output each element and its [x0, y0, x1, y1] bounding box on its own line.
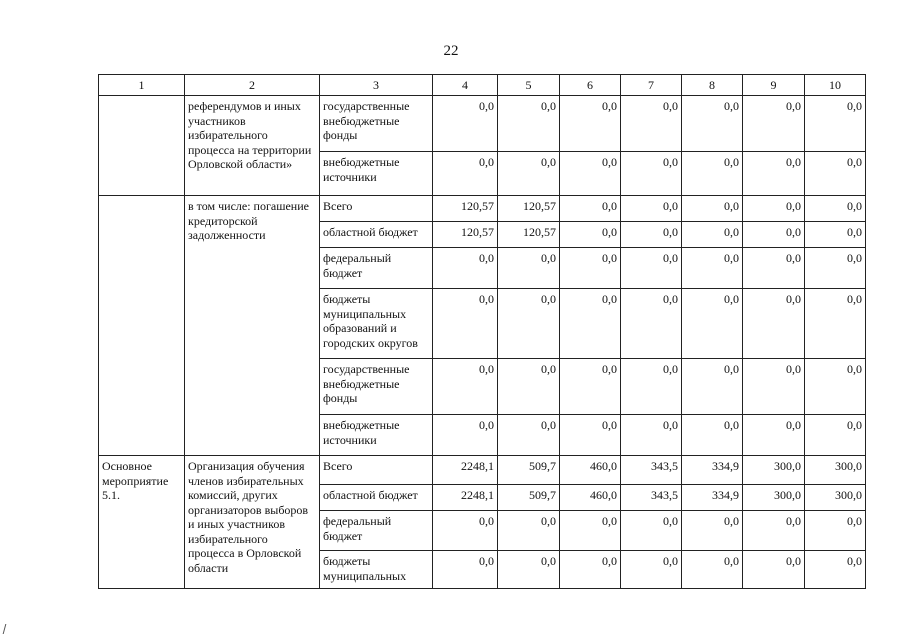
value-cell: 0,0: [560, 222, 621, 248]
value-cell: 0,0: [498, 248, 560, 289]
value-cell: 0,0: [433, 359, 498, 415]
funding-source-cell: областной бюджет: [320, 485, 433, 511]
value-cell: 0,0: [805, 196, 866, 222]
header-cell: 1: [99, 75, 185, 96]
value-cell: 334,9: [682, 485, 743, 511]
value-cell: 0,0: [498, 551, 560, 589]
header-cell: 8: [682, 75, 743, 96]
table-row: [99, 456, 866, 485]
value-cell: 120,57: [433, 196, 498, 222]
value-cell: 0,0: [621, 96, 682, 152]
value-cell: 0,0: [433, 96, 498, 152]
value-cell: 334,9: [682, 456, 743, 485]
funding-source-cell: бюджеты муниципальных образований и городских округов: [320, 289, 433, 359]
funding-source-cell: федеральный бюджет: [320, 511, 433, 551]
value-cell: 300,0: [743, 485, 805, 511]
funding-source-cell: внебюджетные источники: [320, 152, 433, 196]
value-cell: 0,0: [560, 196, 621, 222]
value-cell: 0,0: [498, 511, 560, 551]
header-cell: 4: [433, 75, 498, 96]
value-cell: 300,0: [805, 456, 866, 485]
value-cell: 0,0: [498, 359, 560, 415]
value-cell: 0,0: [805, 359, 866, 415]
activity-cell: [99, 196, 185, 456]
value-cell: 0,0: [621, 415, 682, 456]
value-cell: 0,0: [621, 222, 682, 248]
activity-cell: Основное мероприятие 5.1.: [99, 456, 185, 589]
value-cell: 0,0: [743, 415, 805, 456]
value-cell: 0,0: [621, 359, 682, 415]
value-cell: 300,0: [743, 456, 805, 485]
header-row: [99, 75, 866, 96]
value-cell: 0,0: [805, 152, 866, 196]
value-cell: 0,0: [433, 551, 498, 589]
value-cell: 2248,1: [433, 456, 498, 485]
scan-mark: [3, 624, 8, 634]
value-cell: 0,0: [682, 359, 743, 415]
value-cell: 0,0: [560, 359, 621, 415]
value-cell: 0,0: [682, 96, 743, 152]
header-cell: 7: [621, 75, 682, 96]
value-cell: 0,0: [805, 551, 866, 589]
table-body: [99, 96, 866, 589]
funding-source-cell: Всего: [320, 456, 433, 485]
header-cell: 3: [320, 75, 433, 96]
value-cell: 343,5: [621, 485, 682, 511]
value-cell: 120,57: [498, 222, 560, 248]
value-cell: 2248,1: [433, 485, 498, 511]
value-cell: 0,0: [682, 248, 743, 289]
table-row: [99, 196, 866, 222]
value-cell: 0,0: [621, 152, 682, 196]
funding-source-cell: государственные внебюджетные фонды: [320, 96, 433, 152]
value-cell: 343,5: [621, 456, 682, 485]
value-cell: 0,0: [560, 511, 621, 551]
value-cell: 509,7: [498, 485, 560, 511]
funding-source-cell: областной бюджет: [320, 222, 433, 248]
value-cell: 460,0: [560, 485, 621, 511]
value-cell: 0,0: [805, 96, 866, 152]
value-cell: 0,0: [498, 415, 560, 456]
value-cell: 0,0: [560, 415, 621, 456]
value-cell: 0,0: [805, 222, 866, 248]
value-cell: 0,0: [621, 289, 682, 359]
funding-source-cell: бюджеты муниципальных: [320, 551, 433, 589]
value-cell: 0,0: [621, 248, 682, 289]
value-cell: 0,0: [743, 511, 805, 551]
value-cell: 0,0: [743, 289, 805, 359]
description-cell: референдумов и иных участников избирательного процесса на территории Орловской области»: [185, 96, 320, 196]
header-cell: 5: [498, 75, 560, 96]
table-row: [99, 96, 866, 152]
value-cell: 0,0: [621, 196, 682, 222]
value-cell: 0,0: [498, 96, 560, 152]
value-cell: 0,0: [682, 222, 743, 248]
value-cell: 0,0: [433, 289, 498, 359]
header-cell: 9: [743, 75, 805, 96]
value-cell: 0,0: [682, 415, 743, 456]
value-cell: 0,0: [682, 196, 743, 222]
value-cell: 0,0: [433, 152, 498, 196]
value-cell: 0,0: [560, 248, 621, 289]
value-cell: 0,0: [682, 551, 743, 589]
value-cell: 0,0: [498, 152, 560, 196]
value-cell: 509,7: [498, 456, 560, 485]
page-number: 22: [443, 43, 459, 59]
header-cell: 6: [560, 75, 621, 96]
value-cell: 0,0: [682, 289, 743, 359]
description-cell: в том числе: погашение кредиторской задолженности: [185, 196, 320, 456]
value-cell: 0,0: [560, 152, 621, 196]
value-cell: 460,0: [560, 456, 621, 485]
value-cell: 0,0: [743, 551, 805, 589]
value-cell: 0,0: [560, 96, 621, 152]
value-cell: 0,0: [805, 415, 866, 456]
value-cell: 120,57: [433, 222, 498, 248]
value-cell: 0,0: [560, 289, 621, 359]
value-cell: 0,0: [743, 248, 805, 289]
header-cell: 2: [185, 75, 320, 96]
header-cell: 10: [805, 75, 866, 96]
value-cell: 0,0: [682, 152, 743, 196]
funding-source-cell: внебюджетные источники: [320, 415, 433, 456]
value-cell: 0,0: [805, 289, 866, 359]
value-cell: 0,0: [621, 551, 682, 589]
value-cell: 0,0: [805, 511, 866, 551]
value-cell: 0,0: [805, 248, 866, 289]
value-cell: 0,0: [743, 196, 805, 222]
value-cell: 0,0: [433, 511, 498, 551]
value-cell: 0,0: [743, 222, 805, 248]
value-cell: 0,0: [682, 511, 743, 551]
value-cell: 300,0: [805, 485, 866, 511]
budget-table: [98, 74, 866, 589]
description-cell: Организация обучения членов избирательных комиссий, других организаторов выборов и иных участников избирательного процесса в Орловской области: [185, 456, 320, 589]
value-cell: 0,0: [621, 511, 682, 551]
value-cell: 0,0: [498, 289, 560, 359]
value-cell: 0,0: [743, 152, 805, 196]
value-cell: 0,0: [743, 96, 805, 152]
value-cell: 0,0: [433, 415, 498, 456]
value-cell: 120,57: [498, 196, 560, 222]
funding-source-cell: государственные внебюджетные фонды: [320, 359, 433, 415]
activity-cell: [99, 96, 185, 196]
value-cell: 0,0: [743, 359, 805, 415]
funding-source-cell: Всего: [320, 196, 433, 222]
funding-source-cell: федеральный бюджет: [320, 248, 433, 289]
value-cell: 0,0: [560, 551, 621, 589]
value-cell: 0,0: [433, 248, 498, 289]
